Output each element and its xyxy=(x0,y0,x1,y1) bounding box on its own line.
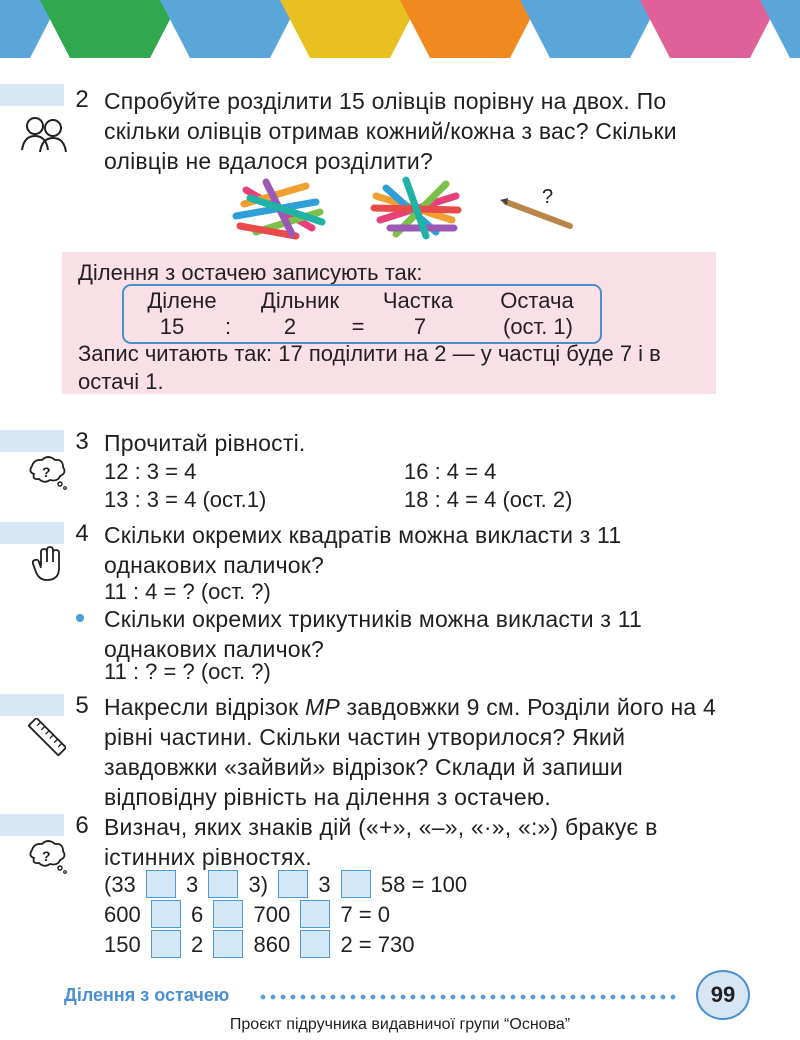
equation-2: 11 : ? = ? (ост. ?) xyxy=(104,659,271,684)
value-colon: : xyxy=(224,314,232,339)
operand: 600 xyxy=(104,902,141,927)
operand: (33 xyxy=(104,872,136,897)
operand: 3) xyxy=(248,872,269,897)
exercise-text: Визнач, яких знаків дій («+», «–», «·», «:») бракує в істинних рівностях. xyxy=(104,814,658,870)
operand: 7 = 0 xyxy=(340,902,390,927)
sign-input-box[interactable] xyxy=(146,870,176,898)
exercise-number: 4 xyxy=(75,520,89,547)
section-title: Ділення з остачею xyxy=(64,985,230,1005)
ruler-icon xyxy=(28,718,66,756)
header-dividend: Ділене xyxy=(147,288,217,313)
header-quotient: Частка xyxy=(382,288,454,313)
exercise-tab xyxy=(0,84,64,106)
exercise-text: Спробуйте розділити 15 олівців порівну на двох. По скільки олівців отримав кожний/кожна з вас? Скільки олівців не вдалося розділити? xyxy=(104,88,677,174)
thinking-icon xyxy=(26,840,68,874)
value-dividend: 15 xyxy=(159,314,185,339)
equation-row-1 xyxy=(104,870,467,900)
rule-intro: Ділення з остачею записують так: xyxy=(78,260,423,285)
svg-text:?: ? xyxy=(42,464,51,480)
exercise-tab xyxy=(0,430,64,452)
exercise-tab xyxy=(0,814,64,836)
value-quotient: 7 xyxy=(413,314,427,339)
equation-row-3 xyxy=(104,930,414,960)
value-divisor: 2 xyxy=(283,314,297,339)
operand: 3 xyxy=(186,872,199,897)
segment-name: MP xyxy=(305,694,340,720)
equation-right-1: 16 : 4 = 4 xyxy=(404,459,497,484)
question-mark: ? xyxy=(542,186,554,208)
operand: 150 xyxy=(104,932,141,957)
value-equals: = xyxy=(351,314,365,339)
operand: 3 xyxy=(318,872,331,897)
value-remainder: (ост. 1) xyxy=(503,314,573,339)
sign-input-box[interactable] xyxy=(341,870,371,898)
sign-input-box[interactable] xyxy=(300,930,330,958)
operand: 860 xyxy=(253,932,291,957)
bullet xyxy=(76,614,84,622)
header-divisor: Дільник xyxy=(260,288,340,313)
sign-input-box[interactable] xyxy=(213,900,243,928)
sign-input-box[interactable] xyxy=(300,900,330,928)
exercise-tab xyxy=(0,522,64,544)
exercise-text xyxy=(104,692,734,812)
pencils-illustration xyxy=(226,176,576,242)
exercise-text-start: Накресли відрізок xyxy=(104,694,305,720)
rule-reading: Запис читають так: 17 поділити на 2 — у частці буде 7 і в остачі 1. xyxy=(78,341,661,394)
operand: 58 = 100 xyxy=(380,872,468,897)
exercise-tab xyxy=(0,694,64,716)
sign-input-box[interactable] xyxy=(151,930,181,958)
sign-input-box[interactable] xyxy=(208,870,238,898)
exercise-text: Прочитай рівності. xyxy=(104,430,306,456)
header-remainder: Остача xyxy=(500,288,574,313)
exercise-number: 2 xyxy=(75,86,89,113)
exercise-text: Скільки окремих квадратів можна викласти з 11 однакових паличок? xyxy=(104,522,622,578)
publisher-credit: Проєкт підручника видавничої групи “Основа” xyxy=(229,1016,571,1033)
page-number: 99 xyxy=(696,970,750,1020)
equation-row-2 xyxy=(104,900,390,930)
svg-text:?: ? xyxy=(42,848,51,864)
equation-1: 11 : 4 = ? (ост. ?) xyxy=(104,579,271,604)
sign-input-box[interactable] xyxy=(151,900,181,928)
exercise-number: 3 xyxy=(75,428,89,455)
thinking-icon xyxy=(26,456,68,490)
top-banner xyxy=(0,0,800,58)
sign-input-box[interactable] xyxy=(278,870,308,898)
exercise-number: 5 xyxy=(75,692,89,719)
equation-left-2: 13 : 3 = 4 (ост.1) xyxy=(104,487,267,512)
operand: 2 xyxy=(190,932,204,957)
exercise-text-2: Скільки окремих трикутників можна викласти з 11 однакових паличок? xyxy=(104,606,643,662)
equation-left-1: 12 : 3 = 4 xyxy=(104,459,197,484)
exercise-number: 6 xyxy=(75,812,89,839)
pair-work-icon xyxy=(18,112,70,154)
exercise-text-end: завдовжки 9 см. Розділи його на 4 рівні частини. Скільки частин утворилося? Який завдовжки «зайвий» відрізок? Склади й запиши відповідну рівність на ділення з остачею. xyxy=(104,694,716,810)
sign-input-box[interactable] xyxy=(213,930,243,958)
dotted-leader xyxy=(258,994,678,1000)
hand-icon xyxy=(32,546,62,582)
operand: 6 xyxy=(190,902,204,927)
operand: 2 = 730 xyxy=(340,932,415,957)
equation-right-2: 18 : 4 = 4 (ост. 2) xyxy=(404,487,573,512)
operand: 700 xyxy=(253,902,291,927)
